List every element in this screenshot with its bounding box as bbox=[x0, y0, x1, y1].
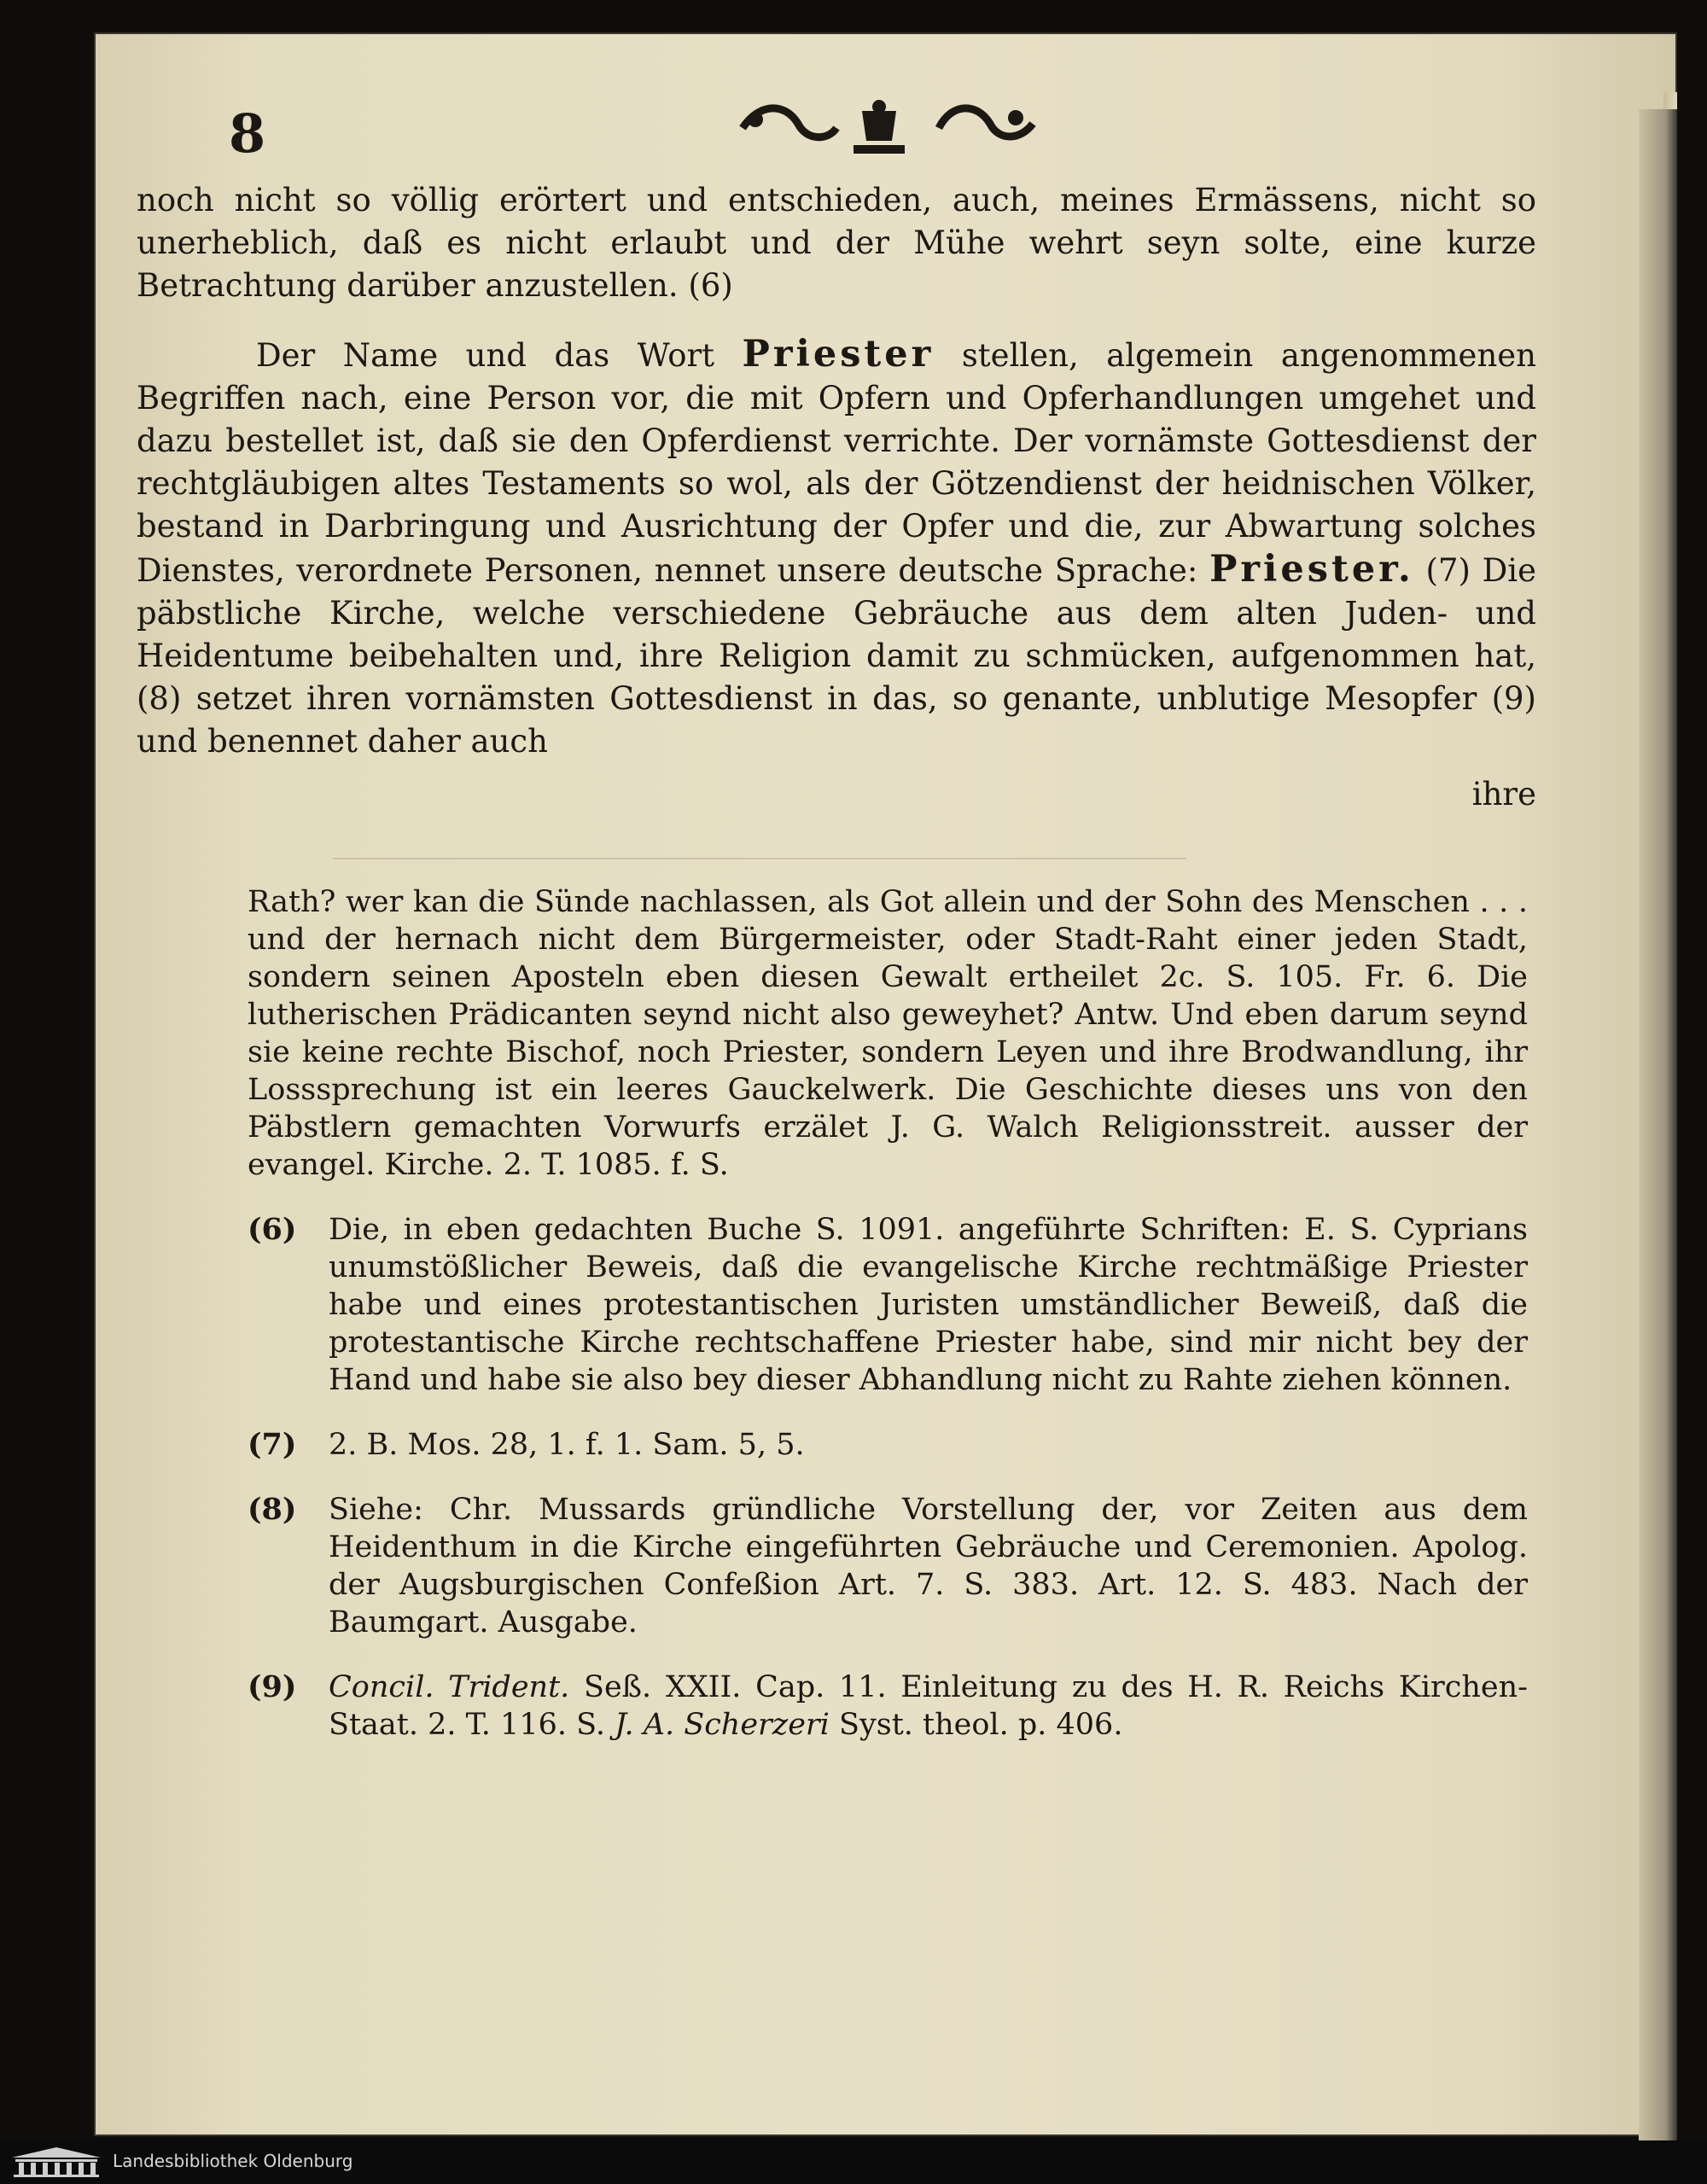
footnote-6-number: (6) bbox=[248, 1212, 297, 1247]
footnote-8-number: (8) bbox=[248, 1492, 297, 1527]
page-shadow-edge bbox=[1639, 109, 1677, 2158]
footnote-9-citation-1: Concil. Trident. bbox=[329, 1670, 570, 1704]
library-name: Landesbibliothek Oldenburg bbox=[113, 2151, 353, 2171]
main-paragraph-2 bbox=[137, 333, 1536, 763]
library-building-icon bbox=[9, 2146, 104, 2181]
page-header bbox=[128, 68, 1536, 165]
paragraph-2-end: (7) Die päbstliche Kirche, welche verschiedene Gebräuche aus dem alten Juden- und Heidentume beibehalten und, ihre Religion damit zu schmücken, aufgenommen hat, (8) setzet ihren vornämsten Gottesdienst in das, so genante, unblutige Mesopfer (9) und benennet daher auch bbox=[137, 552, 1536, 760]
footnote-8 bbox=[248, 1491, 1528, 1641]
main-paragraph-1: noch nicht so völlig erörtert und entschieden, auch, meines Ermässens, nicht so unerheblich, daß es nicht erlaubt und der Mühe wehrt seyn solte, eine kurze Betrachtung darüber anzustellen. (6) bbox=[137, 182, 1536, 304]
footnote-7 bbox=[248, 1426, 1528, 1464]
footnote-9-citation-2: J. A. Scherzeri bbox=[615, 1708, 830, 1742]
footnote-continuation: Rath? wer kan die Sünde nachlassen, als Got allein und der Sohn des Menschen . . . und der hernach nicht dem Bürgermeister, oder Stadt-Raht einer jeden Stadt, sondern seinen Aposteln eben diesen Gewalt ertheilet 2c. S. 105. Fr. 6. Die lutherischen Prädicanten seynd nicht also geweyhet? Antw. Und eben darum seynd sie keine rechte Bischof, noch Priester, sondern Leyen und ihre Brodwandlung, ihr Losssprechung ist ein leeres Gauckelwerk. Die Geschichte dieses uns von den Päbstlern gemachten Vorwurfs erzälet J. G. Walch Religionsstreit. ausser der evangel. Kirche. 2. T. 1085. f. S. bbox=[248, 885, 1528, 1182]
term-priester: Priester bbox=[742, 333, 935, 376]
footnote-6 bbox=[248, 1211, 1528, 1399]
footnote-7-number: (7) bbox=[248, 1427, 297, 1462]
library-footer-bar bbox=[0, 2140, 1707, 2184]
page-number: 8 bbox=[229, 102, 266, 165]
paragraph-2-middle: stellen, algemein angenommenen Begriffen nach, eine Person vor, die mit Opfern und Opferhandlungen umgehet und dazu bestellet ist, daß sie den Opferdienst verrichte. Der vornämste Gottesdienst der rechtgläubigen altes Testaments so wol, als der Götzendienst der heidnischen Völker, bestand in Darbringung und Ausrichtung der Opfer und die, zur Abwartung solches Dienstes, verordnete Personen, nennet unsere deutsche Sprache: bbox=[137, 337, 1537, 589]
footnote-6-text: Die, in eben gedachten Buche S. 1091. angeführte Schriften: E. S. Cyprians unumstößlicher Beweis, daß die evangelische Kirche rechtmäßige Priester habe und eines protestantischen Juristen umständlicher Beweiß, daß die protestantische Kirche rechtschaffene Priester habe, sind mir nicht bey der Hand und habe sie also bey dieser Abhandlung nicht zu Rahte ziehen können. bbox=[329, 1213, 1528, 1397]
footnotes bbox=[248, 883, 1528, 1771]
footnote-9-text-2: Syst. theol. p. 406. bbox=[839, 1708, 1123, 1742]
footnote-divider bbox=[333, 858, 1186, 859]
footnote-9-text-1: Seß. XXII. Cap. 11. Einleitung zu des H. R. Reichs Kirchen-Staat. 2. T. 116. S. bbox=[329, 1670, 1528, 1742]
main-text bbox=[137, 179, 1536, 816]
term-priester-2: Priester. bbox=[1209, 548, 1414, 591]
footnote-9 bbox=[248, 1669, 1528, 1744]
header-ornament-icon bbox=[725, 94, 1050, 166]
catchword: ihre bbox=[1471, 776, 1536, 812]
footnote-7-text: 2. B. Mos. 28, 1. f. 1. Sam. 5, 5. bbox=[329, 1428, 805, 1462]
paragraph-2-start: Der Name und das Wort bbox=[256, 337, 715, 374]
footnote-8-text: Siehe: Chr. Mussards gründliche Vorstellung der, vor Zeiten aus dem Heidenthum in die Kirche eingeführten Gebräuche und Ceremonien. Apolog. der Augsburgischen Confeßion Art. 7. S. 383. Art. 12. S. 483. Nach der Baumgart. Ausgabe. bbox=[329, 1493, 1528, 1639]
footnote-9-number: (9) bbox=[248, 1669, 297, 1704]
